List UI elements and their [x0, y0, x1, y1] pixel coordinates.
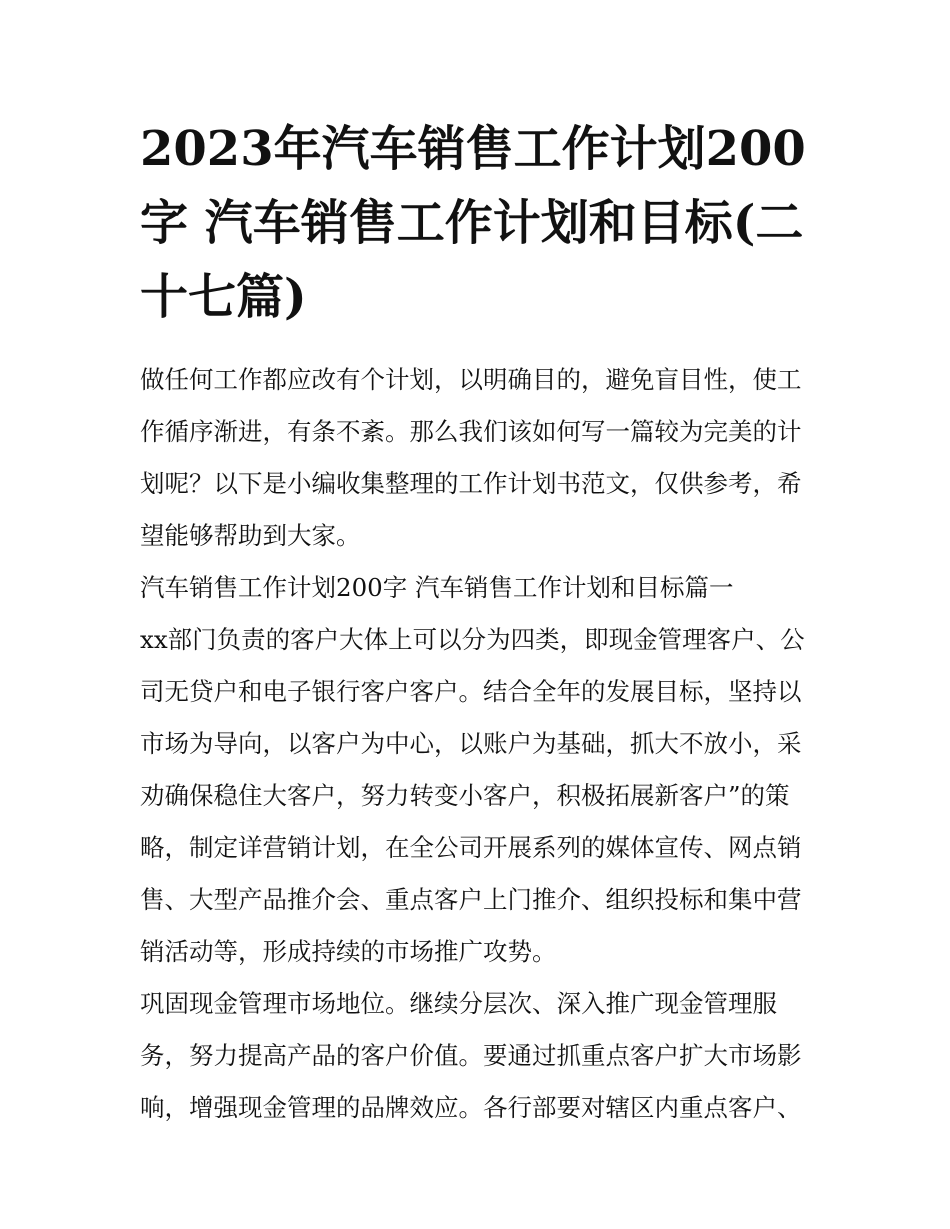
section-heading: 汽车销售工作计划200字 汽车销售工作计划和目标篇一 [140, 573, 734, 602]
document-body [140, 354, 812, 1134]
document-title: 2023年汽车销售工作计划200字 汽车销售工作计划和目标(二十七篇) [140, 121, 806, 325]
paragraph-intro: 做任何工作都应改有个计划，以明确目的，避免盲目性，使工作循序渐进，有条不紊。那么我们该如何写一篇较为完美的计划呢？以下是小编收集整理的工作计划书范文，仅供参考，希望能够帮助到大家。 [140, 365, 802, 550]
paragraph-cash-management: 巩固现金管理市场地位。继续分层次、深入推广现金管理服务，努力提高产品的客户价值。要通过抓重点客户扩大市场影响，增强现金管理的品牌效应。各行部要对辖区内重点客户、 [140, 989, 802, 1122]
paragraph-customers: xx部门负责的客户大体上可以分为四类，即现金管理客户、公司无贷户和电子银行客户客户。结合全年的发展目标，坚持以市场为导向，以客户为中心，以账户为基础，抓大不放小，采劝确保稳住大客户，努力转变小客户，积极拓展新客户”的策略，制定详营销计划，在全公司开展系列的媒体宣传、网点销售、大型产品推介会、重点客户上门推介、组织投标和集中营销活动等，形成持续的市场推广攻势。 [140, 625, 805, 966]
